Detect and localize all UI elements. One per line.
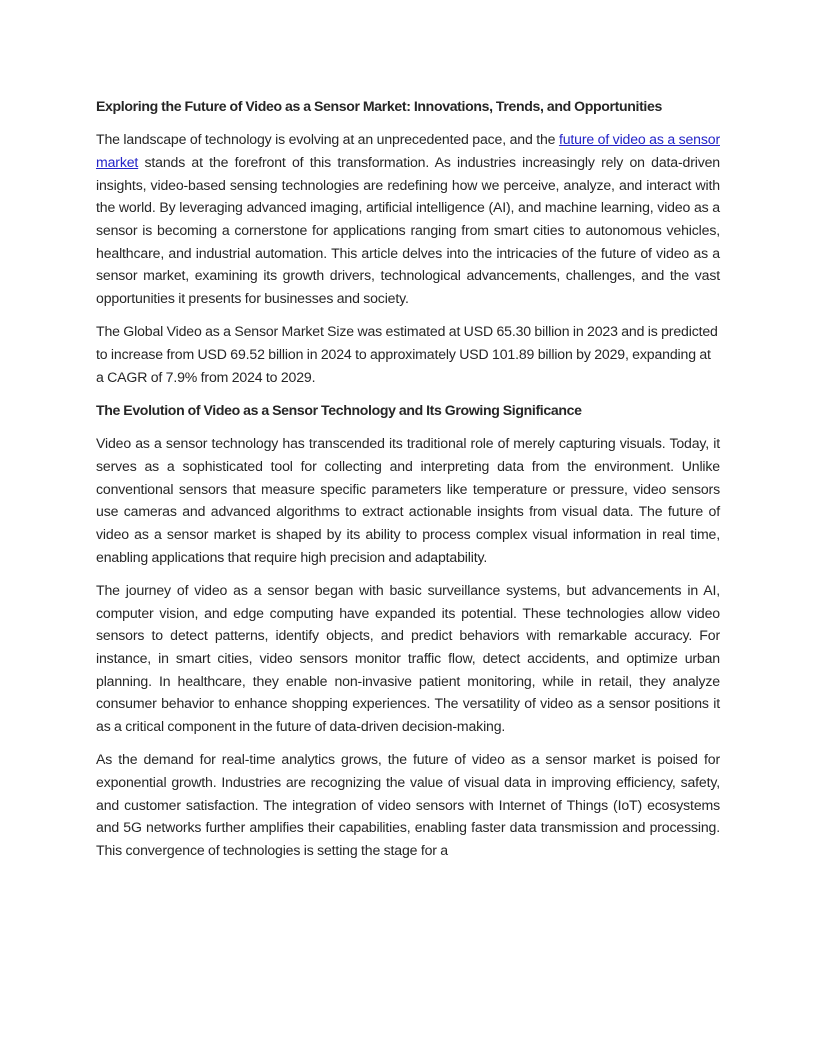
intro-paragraph: [96, 128, 720, 310]
intro-text-before-link: The landscape of technology is evolving at an unprecedented pace, and the: [96, 131, 559, 148]
intro-text-after-link: stands at the forefront of this transformation. As industries increasingly rely on data-driven insights, video-based sensing technologies are redefining how we perceive, analyze, and interact with the world. By leveraging advanced imaging, artificial intelligence (AI), and machine learning, video as a sensor is becoming a cornerstone for applications ranging from smart cities to autonomous vehicles, healthcare, and industrial automation. This article delves into the intricacies of the future of video as a sensor market, examining its growth drivers, technological advancements, challenges, and the vast opportunities it presents for businesses and society.: [96, 153, 720, 307]
document-page: [96, 95, 720, 872]
body-paragraph: As the demand for real-time analytics grows, the future of video as a sensor market is poised for exponential growth. Industries are recognizing the value of visual data in improving efficiency, safety, and customer satisfaction. The integration of video sensors with Internet of Things (IoT) ecosystems and 5G networks further amplifies their capabilities, enabling faster data transmission and processing. This convergence of technologies is setting the stage for a: [96, 751, 720, 859]
body-paragraph: Video as a sensor technology has transcended its traditional role of merely capturing visuals. Today, it serves as a sophisticated tool for collecting and interpreting data from the environment. Unlike conventional sensors that measure specific parameters like temperature or pressure, video sensors use cameras and advanced algorithms to extract actionable insights from visual data. The future of video as a sensor market is shaped by its ability to process complex visual information in real time, enabling applications that require high precision and adaptability.: [96, 435, 720, 565]
market-report-link[interactable]: future of video as a sensor market: [96, 131, 720, 170]
section-heading: The Evolution of Video as a Sensor Technology and Its Growing Significance: [96, 401, 582, 418]
body-paragraph: The journey of video as a sensor began with basic surveillance systems, but advancements in AI, computer vision, and edge computing have expanded its potential. These technologies allow video sensors to detect patterns, identify objects, and predict behaviors with remarkable accuracy. For instance, in smart cities, video sensors monitor traffic flow, detect accidents, and optimize urban planning. In healthcare, they enable non-invasive patient monitoring, while in retail, they analyze consumer behavior to enhance shopping experiences. The versatility of video as a sensor positions it as a critical component in the future of data-driven decision-making.: [96, 581, 720, 735]
article-title: Exploring the Future of Video as a Sensor Market: Innovations, Trends, and Opportunities: [96, 98, 662, 114]
market-size-paragraph: The Global Video as a Sensor Market Size was estimated at USD 65.30 billion in 2023 and is predicted to increase from USD 69.52 billion in 2024 to approximately USD 101.89 billion by 2029, expanding at a CAGR of 7.9% from 2024 to 2029.: [96, 323, 718, 385]
